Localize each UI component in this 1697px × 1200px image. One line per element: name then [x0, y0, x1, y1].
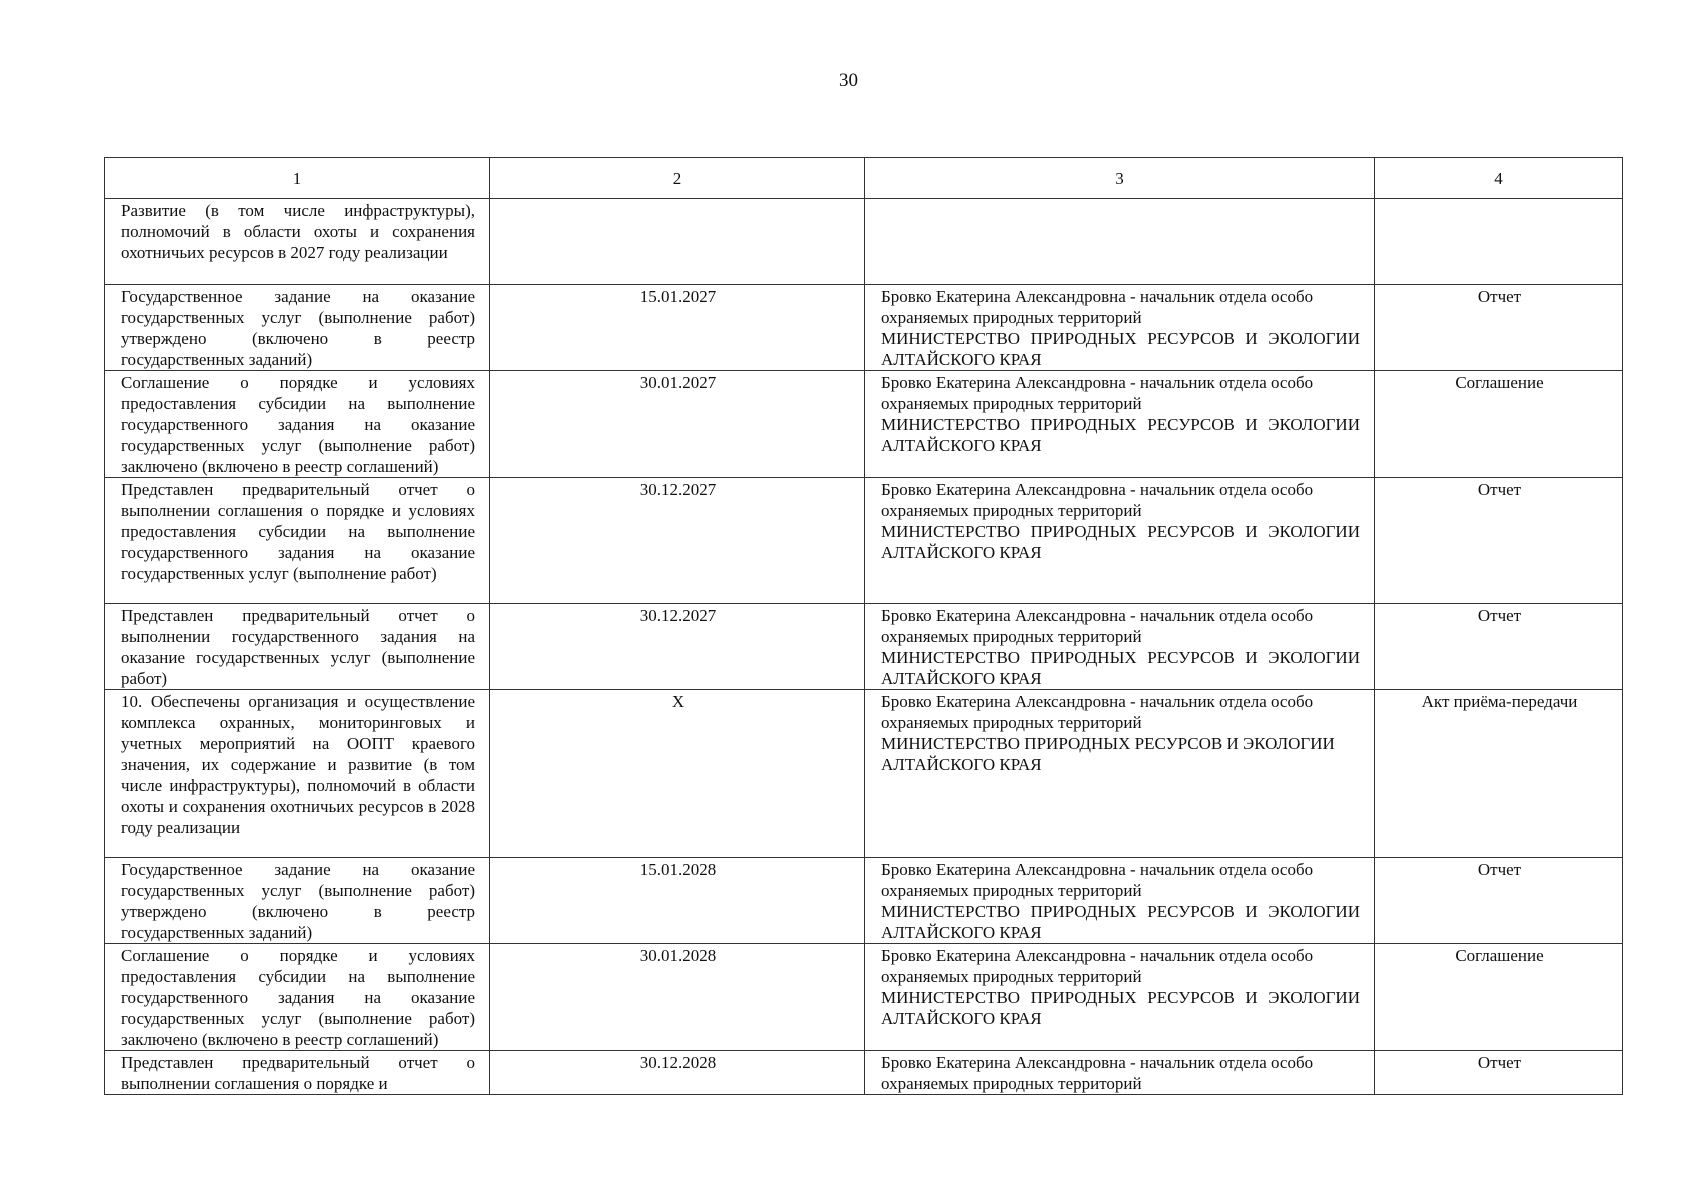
table-row: [105, 1051, 1623, 1095]
document-type: Отчет: [1375, 478, 1623, 604]
document-type: Отчет: [1375, 858, 1623, 944]
document-type: Соглашение: [1375, 944, 1623, 1051]
ministry-name: МИНИСТЕРСТВО ПРИРОДНЫХ РЕСУРСОВ И ЭКОЛОГИИ АЛТАЙСКОГО КРАЯ: [881, 902, 1360, 942]
document-type: Отчет: [1375, 1051, 1623, 1095]
event-date: 30.12.2028: [490, 1051, 865, 1095]
column-header-1: 1: [105, 158, 490, 199]
event-date: 30.01.2027: [490, 371, 865, 478]
ministry-name: МИНИСТЕРСТВО ПРИРОДНЫХ РЕСУРСОВ И ЭКОЛОГИИ АЛТАЙСКОГО КРАЯ: [881, 648, 1360, 688]
document-type: Отчет: [1375, 604, 1623, 690]
document-table: [104, 157, 1623, 1095]
document-type: [1375, 199, 1623, 285]
event-date: 30.01.2028: [490, 944, 865, 1051]
document-type: Соглашение: [1375, 371, 1623, 478]
document-type: Акт приёма-передачи: [1375, 690, 1623, 858]
responsible-cell: [865, 604, 1375, 690]
event-description: Представлен предварительный отчет о выполнении соглашения о порядке и условиях предоставления субсидии на выполнение государственного задания на оказание государственных услуг (выполнение работ): [105, 478, 490, 604]
responsible-person: Бровко Екатерина Александровна - начальник отдела особо охраняемых природных территорий: [881, 860, 1314, 900]
responsible-cell: [865, 858, 1375, 944]
event-date: [490, 199, 865, 285]
responsible-cell: [865, 690, 1375, 858]
ministry-name: МИНИСТЕРСТВО ПРИРОДНЫХ РЕСУРСОВ И ЭКОЛОГИИ АЛТАЙСКОГО КРАЯ: [881, 329, 1360, 369]
ministry-name: МИНИСТЕРСТВО ПРИРОДНЫХ РЕСУРСОВ И ЭКОЛОГИИ АЛТАЙСКОГО КРАЯ: [881, 522, 1360, 562]
column-header-4: 4: [1375, 158, 1623, 199]
table-header-row: [105, 158, 1623, 199]
page-number: 30: [839, 70, 858, 91]
event-description: 10. Обеспечены организация и осуществление комплекса охранных, мониторинговых и учетных мероприятий на ООПТ краевого значения, их содержание и развитие (в том числе инфраструктуры), полномочий в области охоты и сохранения охотничьих ресурсов в 2028 году реализации: [105, 690, 490, 858]
responsible-cell: [865, 944, 1375, 1051]
table-row: [105, 371, 1623, 478]
responsible-person: Бровко Екатерина Александровна - начальник отдела особо охраняемых природных территорий: [881, 606, 1314, 646]
responsible-cell: [865, 199, 1375, 285]
responsible-cell: [865, 1051, 1375, 1095]
event-description: Соглашение о порядке и условиях предоставления субсидии на выполнение государственного задания на оказание государственных услуг (выполнение работ) заключено (включено в реестр соглашений): [105, 371, 490, 478]
responsible-person: Бровко Екатерина Александровна - начальник отдела особо охраняемых природных территорий: [881, 287, 1314, 327]
document-type: Отчет: [1375, 285, 1623, 371]
column-header-3: 3: [865, 158, 1375, 199]
table-row: [105, 604, 1623, 690]
event-date: 15.01.2027: [490, 285, 865, 371]
table-row: [105, 858, 1623, 944]
event-description: Соглашение о порядке и условиях предоставления субсидии на выполнение государственного задания на оказание государственных услуг (выполнение работ) заключено (включено в реестр соглашений): [105, 944, 490, 1051]
responsible-person: Бровко Екатерина Александровна - начальник отдела особо охраняемых природных территорий: [881, 1053, 1314, 1093]
event-description: Государственное задание на оказание государственных услуг (выполнение работ) утверждено (включено в реестр государственных заданий): [105, 858, 490, 944]
event-date: X: [490, 690, 865, 858]
ministry-name: МИНИСТЕРСТВО ПРИРОДНЫХ РЕСУРСОВ И ЭКОЛОГИИ АЛТАЙСКОГО КРАЯ: [881, 734, 1335, 774]
event-description: Государственное задание на оказание государственных услуг (выполнение работ) утверждено (включено в реестр государственных заданий): [105, 285, 490, 371]
responsible-person: Бровко Екатерина Александровна - начальник отдела особо охраняемых природных территорий: [881, 946, 1314, 986]
column-header-2: 2: [490, 158, 865, 199]
ministry-name: МИНИСТЕРСТВО ПРИРОДНЫХ РЕСУРСОВ И ЭКОЛОГИИ АЛТАЙСКОГО КРАЯ: [881, 415, 1360, 455]
responsible-cell: [865, 371, 1375, 478]
table-row: [105, 199, 1623, 285]
responsible-person: Бровко Екатерина Александровна - начальник отдела особо охраняемых природных территорий: [881, 373, 1314, 413]
event-description: Представлен предварительный отчет о выполнении соглашения о порядке и: [105, 1051, 490, 1095]
table-row: [105, 285, 1623, 371]
event-date: 15.01.2028: [490, 858, 865, 944]
ministry-name: МИНИСТЕРСТВО ПРИРОДНЫХ РЕСУРСОВ И ЭКОЛОГИИ АЛТАЙСКОГО КРАЯ: [881, 988, 1360, 1028]
responsible-person: Бровко Екатерина Александровна - начальник отдела особо охраняемых природных территорий: [881, 480, 1314, 520]
responsible-person: Бровко Екатерина Александровна - начальник отдела особо охраняемых природных территорий: [881, 692, 1314, 732]
responsible-cell: [865, 285, 1375, 371]
table-row: [105, 944, 1623, 1051]
event-description: Развитие (в том числе инфраструктуры), полномочий в области охоты и сохранения охотничьих ресурсов в 2027 году реализации: [105, 199, 490, 285]
event-date: 30.12.2027: [490, 478, 865, 604]
responsible-cell: [865, 478, 1375, 604]
table-row: [105, 690, 1623, 858]
event-date: 30.12.2027: [490, 604, 865, 690]
table-row: [105, 478, 1623, 604]
event-description: Представлен предварительный отчет о выполнении государственного задания на оказание государственных услуг (выполнение работ): [105, 604, 490, 690]
